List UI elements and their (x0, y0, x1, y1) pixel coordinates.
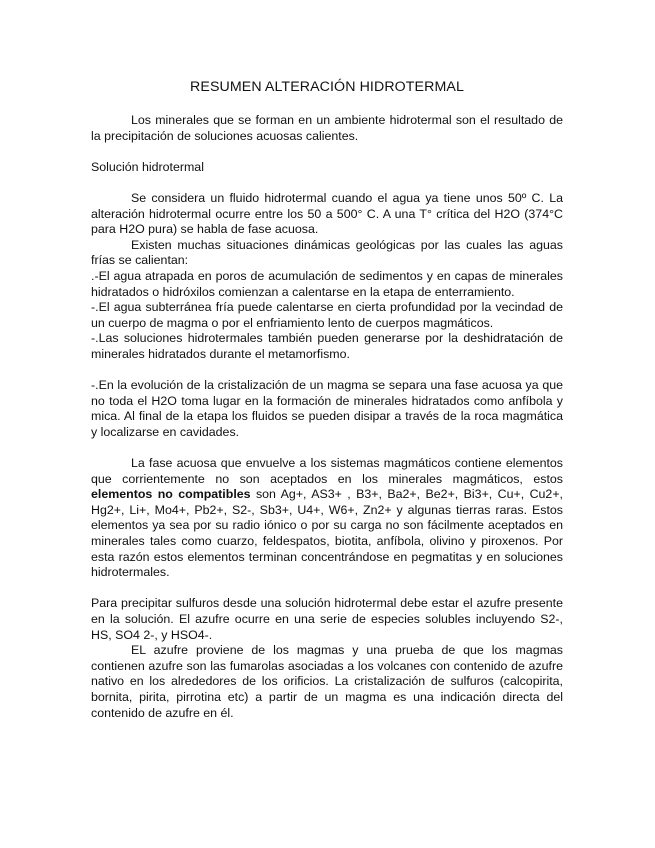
section-heading: Solución hidrotermal (91, 159, 204, 174)
bullet-3: -.Las soluciones hidrotermales también pueden generarse por la deshidratación de minerales hidratados durante el metamorfismo. (91, 331, 563, 361)
bullet-2: -.El agua subterránea fría puede calentarse en cierta profundidad por la vecindad de un cuerpo de magma o por el enfriamiento lento de cuerpos magmáticos. (91, 300, 563, 330)
paragraph-4-part-1: La fase acuosa que envuelve a los sistemas magmáticos contiene elementos que corrientemente no son aceptados en los minerales magmáticos, estos (91, 456, 563, 486)
intro-paragraph: Los minerales que se forman en un ambiente hidrotermal son el resultado de la precipitación de soluciones acuosas calientes. (91, 113, 563, 143)
paragraph-2: Existen muchas situaciones dinámicas geológicas por las cuales las aguas frías se calientan: (91, 237, 563, 268)
paragraph-3: -.En la evolución de la cristalización de un magma se separa una fase acuosa ya que no toda el H2O toma lugar en la formación de minerales hidratados como anfíbola y mica. Al final de la etapa los fluidos se pueden disipar a través de la roca magmática y localizarse en cavidades. (91, 378, 563, 439)
paragraph-6: EL azufre proviene de los magmas y una prueba de que los magmas contienen azufre son las fumarolas asociadas a los volcanes con contenido de azufre nativo en los alrededores de los orificios. La cristalización de sulfuros (calcopirita, bornita, pirita, pirrotina etc) a partir de un magma es una indicación directa del contenido de azufre en él. (91, 643, 563, 720)
incompatible-elements-term: elementos no compatibles (91, 487, 251, 502)
paragraph-4 (91, 456, 563, 581)
bullet-1: .-El agua atrapada en poros de acumulación de sedimentos y en capas de minerales hidratados o hidróxilos comienzan a calentarse en la etapa de enterramiento. (91, 268, 563, 299)
document-title: RESUMEN ALTERACIÓN HIDROTERMAL (190, 79, 464, 95)
paragraph-5: Para precipitar sulfuros desde una solución hidrotermal debe estar el azufre presente en la solución. El azufre ocurre en una serie de especies solubles incluyendo S2-, HS, SO4 2-, y HSO4-. (91, 596, 563, 642)
paragraph-1: Se considera un fluido hidrotermal cuando el agua ya tiene unos 50º C. La alteración hidrotermal ocurre entre los 50 a 500° C. A una T° crítica del H2O (374°C para H2O pura) se habla de fase acuosa. (91, 190, 563, 237)
paragraph-4-part-2: son Ag+, AS3+ , B3+, Ba2+, Be2+, Bi3+, Cu+, Cu2+, Hg2+, Li+, Mo4+, Pb2+, S2-, Sb3+, U4+, W6+, Zn2+ y algunas tierras raras. Estos elementos ya sea por su radio iónico o por su carga no son fácilmente aceptados en minerales tales como cuarzo, feldespatos, biotita, anfíbola, olivino y piroxenos. Por esta razón estos elementos terminan concentrándose en pegmatitas y en soluciones hidrotermales. (91, 487, 563, 580)
